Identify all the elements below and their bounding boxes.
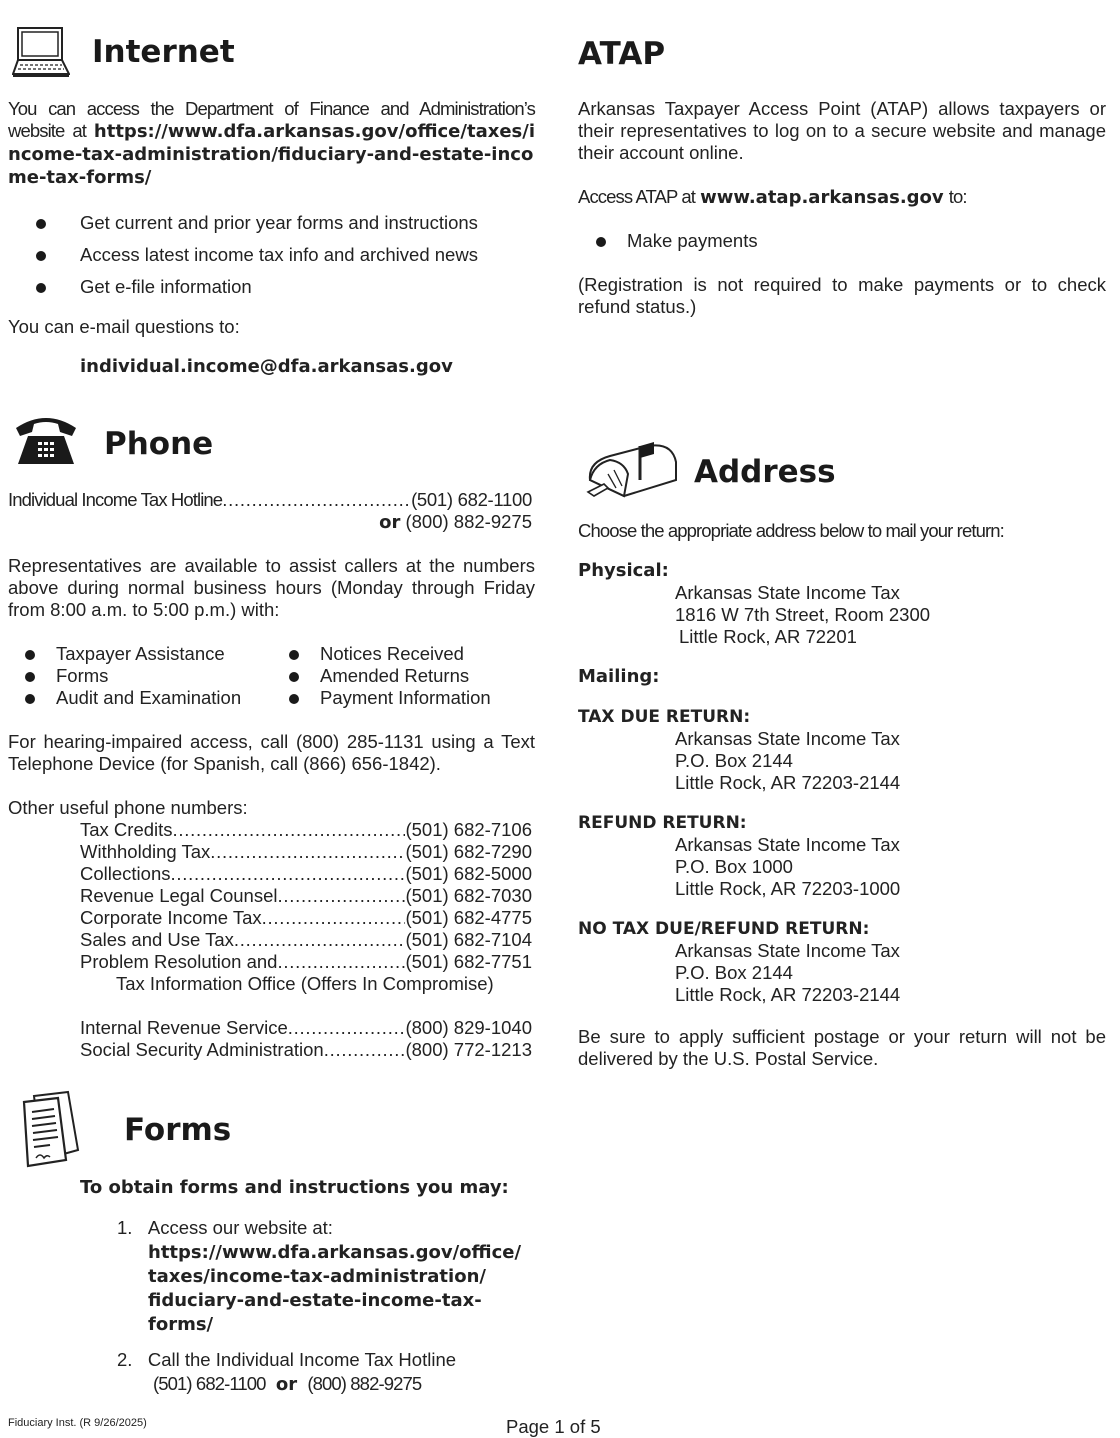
phone-number-row: Problem Resolution and . . . (501) 682-7751	[80, 951, 532, 973]
physical-address: Arkansas State Income Tax 1816 W 7th Street, Room 2300 Little Rock, AR 72201	[675, 582, 931, 647]
address-intro: Choose the appropriate address below to mail your return:	[578, 520, 1004, 541]
phone-number-row: Collections . . . (501) 682-5000	[80, 863, 532, 885]
mailbox-icon	[584, 440, 680, 502]
representatives-text: Representatives are available to assist callers at the numbers above during normal business hours (Monday through Friday from 8:00 a.m. to 5:00 p.m.) with:	[8, 555, 535, 620]
bullet-icon	[289, 672, 299, 682]
dfa-website-link[interactable]: https://www.dfa.arkansas.gov/office/taxes/income-tax-administration/fiduciary-and-estate-income-tax-forms/	[8, 121, 535, 188]
no-tax-due-label: NO TAX DUE/REFUND RETURN:	[578, 919, 870, 939]
email-intro: You can e-mail questions to:	[8, 316, 240, 337]
footer-revision: Fiduciary Inst. (R 9/26/2025)	[8, 1417, 147, 1429]
phone-number-row: Social Security Administration . . . (800) 772-1213	[80, 1039, 532, 1061]
forms-title: Forms	[124, 1112, 232, 1148]
atap-access: Access ATAP at www.atap.arkansas.gov to:	[578, 186, 967, 208]
internet-intro: You can access the Department of Finance and Administration’s website at https://www.dfa.arkansas.gov/office/taxes/income-tax-administration/fiduciary-and-estate-income-tax-forms/	[8, 98, 535, 188]
tax-due-label: TAX DUE RETURN:	[578, 707, 751, 727]
bullet-icon	[596, 237, 606, 247]
refund-label: REFUND RETURN:	[578, 813, 747, 833]
or-label: or	[379, 512, 401, 533]
phone-number-row: Sales and Use Tax . . . (501) 682-7104	[80, 929, 532, 951]
internet-title: Internet	[92, 34, 235, 70]
phone-title: Phone	[104, 426, 214, 462]
bullet-icon	[25, 672, 35, 682]
tax-due-address: Arkansas State Income Tax P.O. Box 2144 Little Rock, AR 72203-2144	[675, 728, 901, 793]
forms-item-2: 2. Call the Individual Income Tax Hotline	[117, 1349, 457, 1370]
footer-page-number: Page 1 of 5	[506, 1416, 601, 1437]
forms-item-1: 1. Access our website at:	[117, 1217, 333, 1238]
hotline-alt-number: (800) 882-9275	[405, 511, 532, 532]
phone-number-row: Corporate Income Tax . . . (501) 682-4775	[80, 907, 532, 929]
bullet-icon	[25, 694, 35, 704]
phone-number-list	[80, 819, 532, 1061]
telephone-icon	[12, 414, 80, 468]
forms-heading: To obtain forms and instructions you may:	[80, 1177, 509, 1198]
postage-note: Be sure to apply sufficient postage or your return will not be delivered by the U.S. Postal Service.	[578, 1026, 1106, 1069]
email-link[interactable]: individual.income@dfa.arkansas.gov	[80, 356, 453, 377]
hotline-number: (501) 682-1100	[411, 489, 532, 510]
bullet-icon	[25, 650, 35, 660]
other-numbers-intro: Other useful phone numbers:	[8, 797, 248, 818]
hotline-row	[8, 489, 532, 534]
phone-number-row: Internal Revenue Service . . . (800) 829-1040	[80, 1017, 532, 1039]
mailing-label: Mailing:	[578, 666, 660, 687]
hotline-label: Individual Income Tax Hotline	[8, 489, 223, 510]
atap-title: ATAP	[578, 36, 666, 72]
bullet-icon	[36, 219, 46, 229]
problem-resolution-sub: Tax Information Office (Offers In Compromise)	[116, 973, 494, 994]
forms-website-link[interactable]: https://www.dfa.arkansas.gov/office/ taxes/income-tax-administration/ fiduciary-and-estate-income-tax- forms/	[148, 1242, 522, 1335]
address-title: Address	[694, 454, 836, 490]
physical-label: Physical:	[578, 560, 669, 581]
phone-number-row: Revenue Legal Counsel . . . (501) 682-7030	[80, 885, 532, 907]
no-tax-due-address: Arkansas State Income Tax P.O. Box 2144 Little Rock, AR 72203-2144	[675, 940, 901, 1005]
atap-intro: Arkansas Taxpayer Access Point (ATAP) allows taxpayers or their representatives to log on to a secure website and manage their account online.	[578, 98, 1106, 163]
bullet-icon	[289, 650, 299, 660]
refund-address: Arkansas State Income Tax P.O. Box 1000 Little Rock, AR 72203-1000	[675, 834, 901, 899]
hearing-impaired-text: For hearing-impaired access, call (800) 285-1131 using a Text Telephone Device (for Spanish, call (866) 656-1842).	[8, 731, 535, 774]
documents-icon	[20, 1090, 82, 1168]
atap-link[interactable]: www.atap.arkansas.gov	[700, 187, 944, 208]
bullet-icon	[36, 251, 46, 261]
phone-number-row: Tax Credits . . . (501) 682-7106	[80, 819, 532, 841]
atap-note: (Registration is not required to make payments or to check refund status.)	[578, 274, 1106, 317]
phone-number-row: Withholding Tax . . . (501) 682-7290	[80, 841, 532, 863]
laptop-icon	[12, 26, 70, 80]
forms-item-2-numbers: (501) 682-1100 or (800) 882-9275	[153, 1373, 422, 1395]
bullet-icon	[289, 694, 299, 704]
bullet-icon	[36, 283, 46, 293]
